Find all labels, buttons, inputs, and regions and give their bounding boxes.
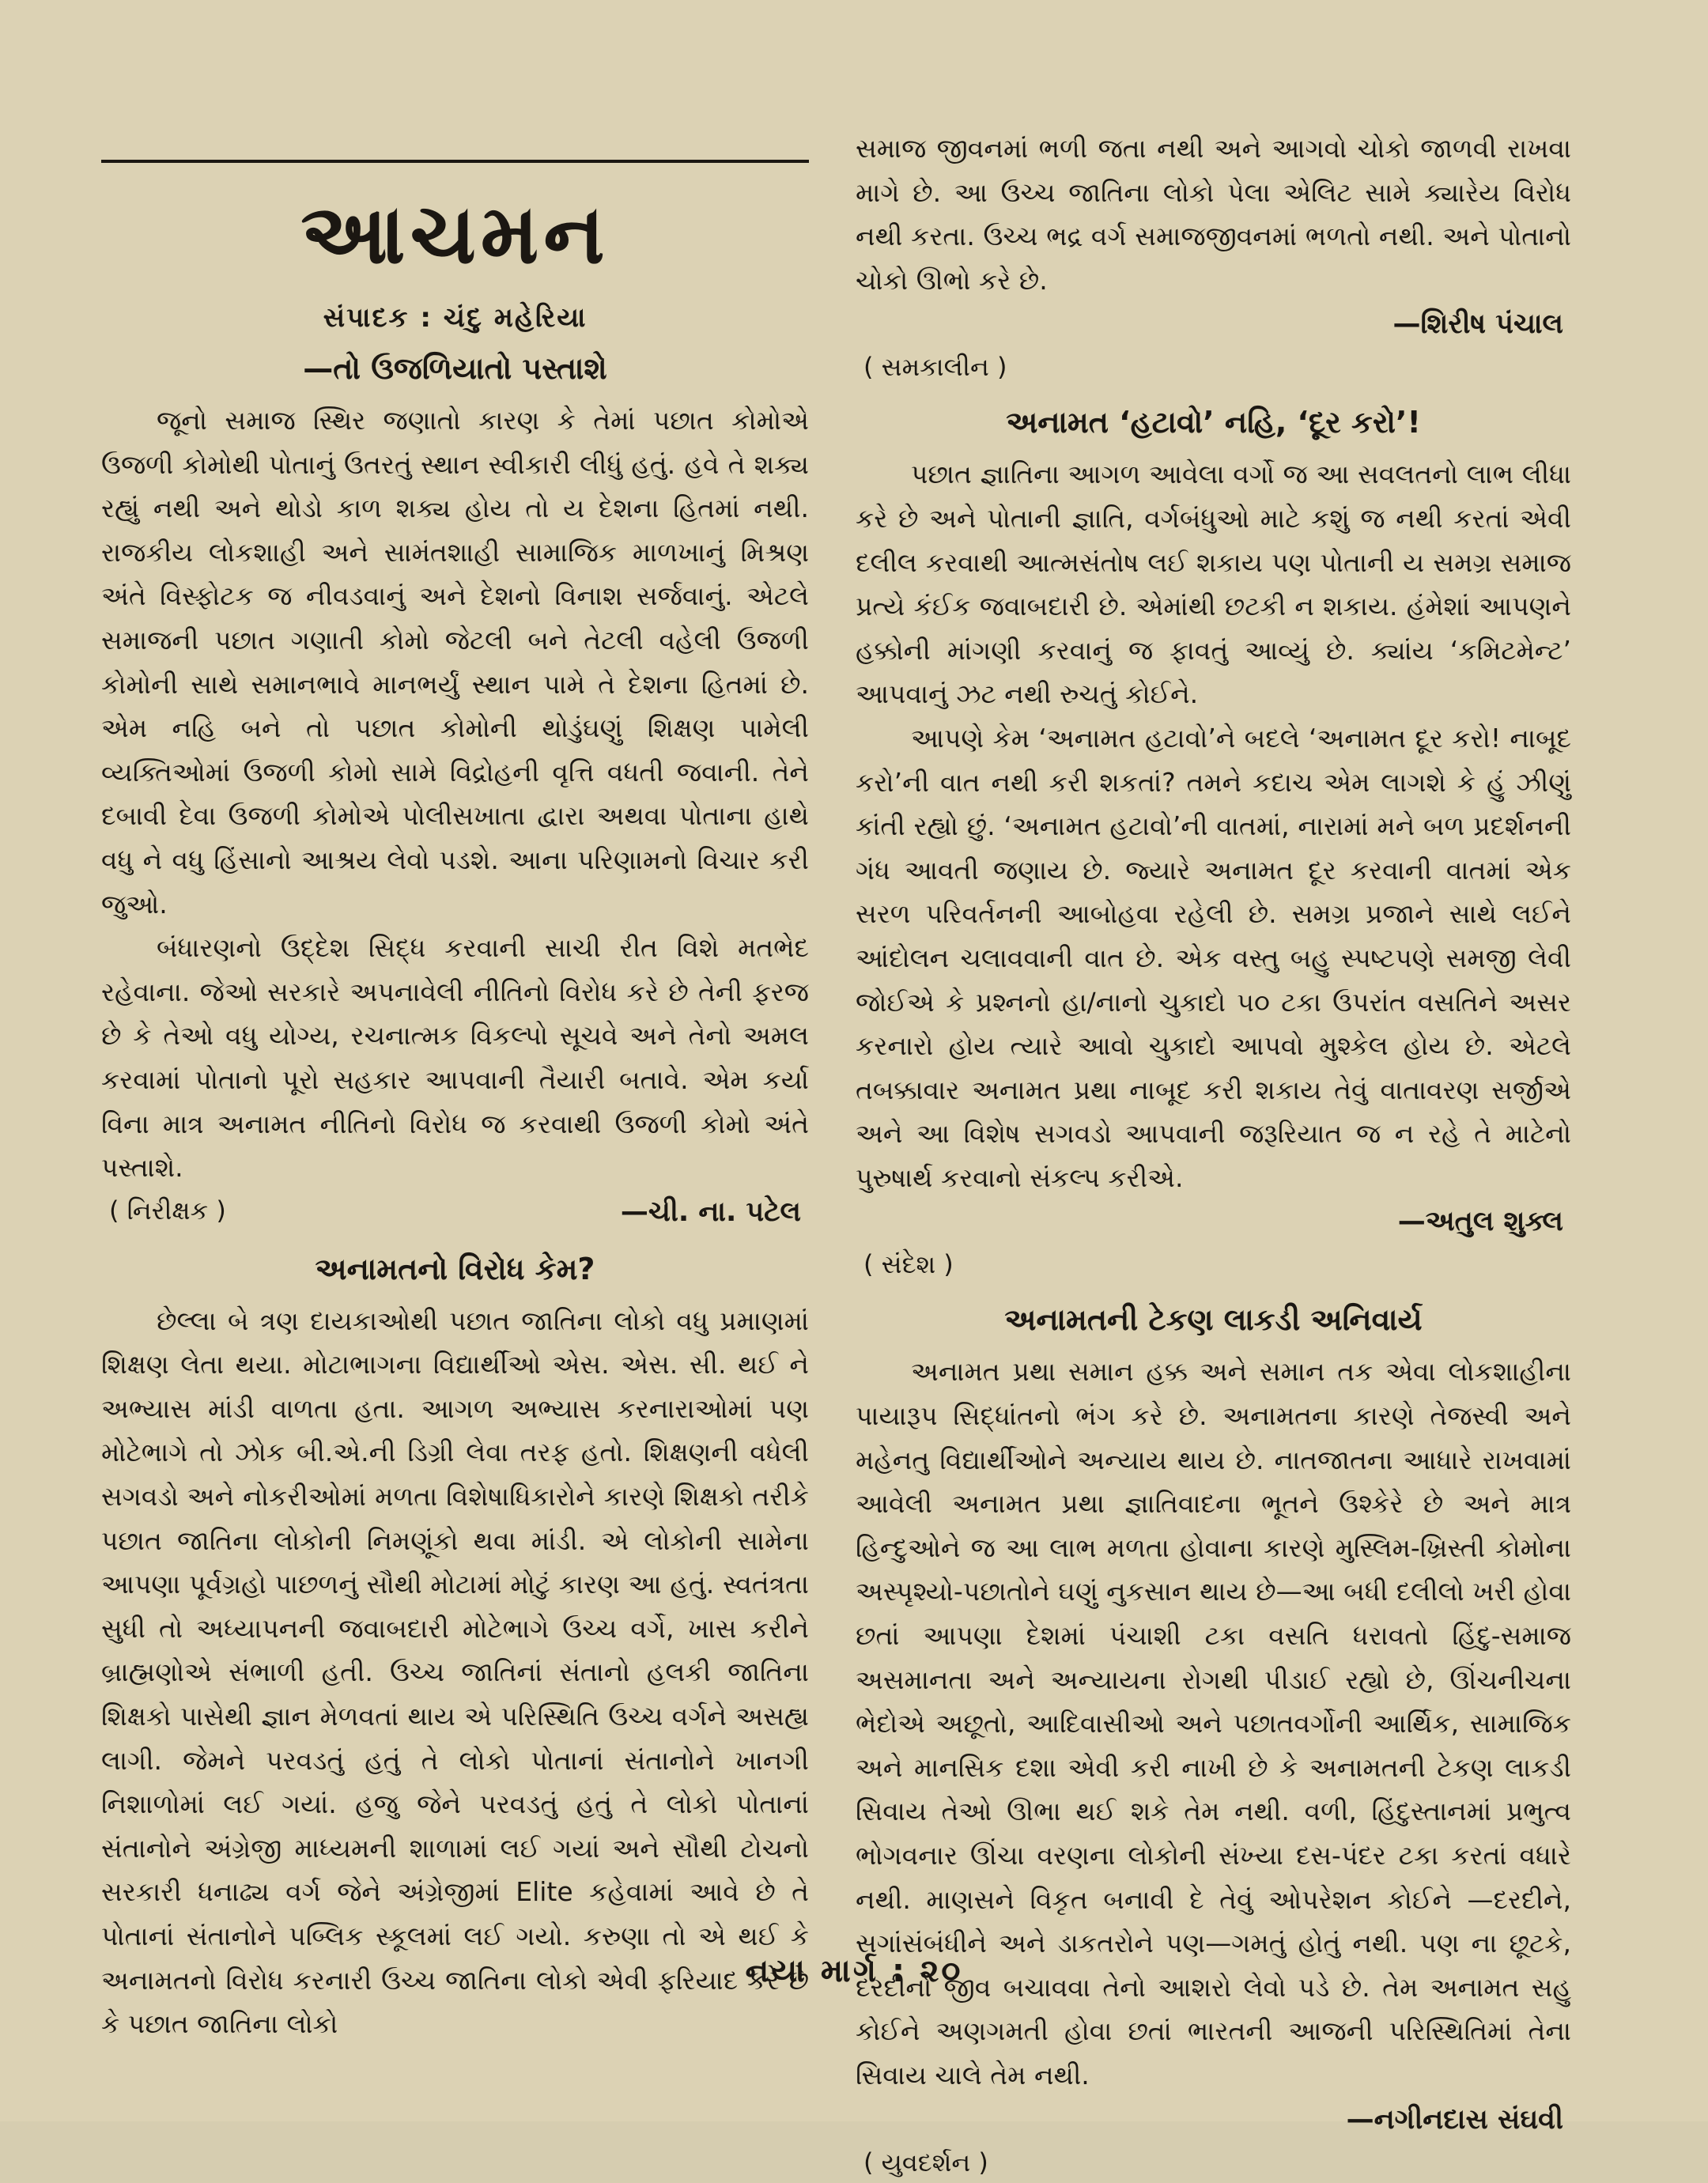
column-masthead: આચમન <box>300 185 610 282</box>
article-1-paragraph-1: જૂનો સમાજ સ્થિર જણાતો કારણ કે તેમાં પછાત કોમોએ ઉજળી કોમોથી પોતાનું ઉતરતું સ્થાન સ્વીકારી લીધું હતું. હવે તે શક્ય રહ્યું નથી અને થોડો કાળ શક્ય હોય તો ય દેશના હિતમાં નથી. રાજકીય લોકશાહી અને સામંતશાહી સામાજિક માળખાનું મિશ્રણ અંતે વિસ્ફોટક જ નીવડવાનું અને દેશનો વિનાશ સર્જવાનું. એટલે સમાજની પછાત ગણાતી કોમો જેટલી બને તેટલી વહેલી ઉજળી કોમોની સાથે સમાનભાવે માનભર્યું સ્થાન પામે તે દેશના હિતમાં છે. એમ નહિ બને તો પછાત કોમોની થોડુંઘણું શિક્ષણ પામેલી વ્યક્તિઓમાં ઉજળી કોમો સામે વિદ્રોહની વૃત્તિ વધતી જવાની. તેને દબાવી દેવા ઉજળી કોમોએ પોલીસખાતા દ્વારા અથવા પોતાના હાથે વધુ ને વધુ હિંસાનો આશ્રય લેવો પડશે. આના પરિણામનો વિચાર કરી જુઓ. <box>101 405 809 920</box>
article-4-source: ( યુવદર્શન ) <box>863 2147 988 2177</box>
article-2-headline: અનામતનો વિરોધ કેમ? <box>315 1251 595 1286</box>
article-4-headline: અનામતની ટેકણ લાકડી અનિવાર્ય <box>1004 1302 1423 1338</box>
article-3-headline: અનામત ‘હટાવો’ નહિ, ‘દૂર કરો’! <box>1006 405 1421 440</box>
article-1 <box>101 346 809 1234</box>
editor-line: સંપાદક : ચંદુ મહેરિયા <box>323 302 588 334</box>
article-4 <box>856 1297 1571 2182</box>
article-1-author: —ચી. ના. પટેલ <box>620 1195 801 1228</box>
left-column <box>101 119 809 2046</box>
article-4-author: —નગીનદાસ સંઘવી <box>1346 2103 1563 2136</box>
article-1-paragraph-2: બંધારણનો ઉદ્દેશ સિદ્ધ કરવાની સાચી રીત વિશે મતભેદ રહેવાના. જેઓ સરકારે અપનાવેલી નીતિનો વિરોધ કરે છે તેની ફરજ છે કે તેઓ વધુ યોગ્ય, રચનાત્મક વિકલ્પો સૂચવે અને તેનો અમલ કરવામાં પોતાનો પૂરો સહકાર આપવાની તૈયારી બતાવે. એમ કર્યા વિના માત્ર અનામત નીતિનો વિરોધ જ કરવાથી ઉજળી કોમો અંતે પસ્તાશે. <box>101 932 809 1184</box>
page-footer: નયા માર્ગ : ૨૦ <box>745 1953 963 1989</box>
article-3-source: ( સંદેશ ) <box>863 1249 954 1280</box>
right-column <box>856 127 1571 2183</box>
article-3 <box>856 400 1571 1285</box>
article-3-paragraph-2: આપણે કેમ ‘અનામત હટાવો’ને બદલે ‘અનામત દૂર કરો! નાબૂદ કરો’ની વાત નથી કરી શકતાં? તમને કદાચ એમ લાગશે કે હું ઝીણું કાંતી રહ્યો છું. ‘અનામત હટાવો’ની વાતમાં, નારામાં મને બળ પ્રદર્શનની ગંધ આવતી જણાય છે. જ્યારે અનામત દૂર કરવાની વાતમાં એક સરળ પરિવર્તનની આબોહવા રહેલી છે. સમગ્ર પ્રજાને સાથે લઈને આંદોલન ચલાવવાની વાત છે. એક વસ્તુ બહુ સ્પષ્ટપણે સમજી લેવી જોઈએ કે પ્રશ્નનો હા/નાનો ચુકાદો ૫૦ ટકા ઉપરાંત વસતિને અસર કરનારો હોય ત્યારે આવો ચુકાદો આપવો મુશ્કેલ હોય છે. એટલે તબક્કાવાર અનામત પ્રથા નાબૂદ કરી શકાય તેવું વાતાવરણ સર્જીએ અને આ વિશેષ સગવડો આપવાની જરૂરિયાત જ ન રહે તે માટેનો પુરુષાર્થ કરવાનો સંકલ્પ કરીએ. <box>856 722 1571 1193</box>
top-rule <box>101 160 809 163</box>
article-3-paragraph-1: પછાત જ્ઞાતિના આગળ આવેલા વર્ગો જ આ સવલતનો લાભ લીધા કરે છે અને પોતાની જ્ઞાતિ, વર્ગબંધુઓ માટે કશું જ નથી કરતાં એવી દલીલ કરવાથી આત્મસંતોષ લઈ શકાય પણ પોતાની ય સમગ્ર સમાજ પ્રત્યે કંઈક જવાબદારી છે. એમાંથી છટકી ન શકાય. હંમેશાં આપણને હક્કોની માંગણી કરવાનું જ ફાવતું આવ્યું છે. ક્યાંય ‘કમિટમેન્ટ’ આપવાનું ઝટ નથી રુચતું કોઈને. <box>856 459 1571 710</box>
article-1-credit <box>101 1190 809 1234</box>
article-2-paragraph-1: છેલ્લા બે ત્રણ દાયકાઓથી પછાત જાતિના લોકો વધુ પ્રમાણમાં શિક્ષણ લેતા થયા. મોટાભાગના વિદ્યાર્થીઓ એસ. એસ. સી. થઈ ને અભ્યાસ માંડી વાળતા હતા. આગળ અભ્યાસ કરનારાઓમાં પણ મોટેભાગે તો ઝોક બી.એ.ની ડિગ્રી લેવા તરફ હતો. શિક્ષણની વધેલી સગવડો અને નોકરીઓમાં મળતા વિશેષાધિકારોને કારણે શિક્ષકો તરીકે પછાત જાતિના લોકોની નિમણૂંકો થવા માંડી. એ લોકોની સામેના આપણા પૂર્વગ્રહો પાછળનું સૌથી મોટામાં મોટું કારણ આ હતું. સ્વતંત્રતા સુધી તો અધ્યાપનની જવાબદારી મોટેભાગે ઉચ્ચ વર્ગે, ખાસ કરીને બ્રાહ્મણોએ સંભાળી હતી. ઉચ્ચ જાતિનાં સંતાનો હલકી જાતિના શિક્ષકો પાસેથી જ્ઞાન મેળવતાં થાય એ પરિસ્થિતિ ઉચ્ચ વર્ગને અસહ્ય લાગી. જેમને પરવડતું હતું તે લોકો પોતાનાં સંતાનોને ખાનગી નિશાળોમાં લઈ ગયાં. હજુ જેને પરવડતું હતું તે લોકો પોતાનાં સંતાનોને અંગ્રેજી માધ્યમની શાળામાં લઈ ગયાં અને સૌથી ટોચનો સરકારી ધનાઢ્ય વર્ગ જેને અંગ્રેજીમાં Elite કહેવામાં આવે છે તે પોતાનાં સંતાનોને પબ્લિક સ્કૂલમાં લઈ ગયો. કરુણા તો એ થઈ કે અનામતનો વિરોધ કરનારી ઉચ્ચ જાતિના લોકો એવી ફરિયાદ કરે છે કે પછાત જાતિના લોકો <box>101 1305 809 2040</box>
article-2-author: —શિરીષ પંચાલ <box>1392 308 1563 341</box>
article-2-continuation: સમાજ જીવનમાં ભળી જતા નથી અને આગવો ચોકો જાળવી રાખવા માગે છે. આ ઉચ્ચ જાતિના લોકો પેલા એલિટ સામે ક્યારેય વિરોધ નથી કરતા. ઉચ્ચ ભદ્ર વર્ગ સમાજજીવનમાં ભળતો નથી. અને પોતાનો ચોકો ઊભો કરે છે. <box>856 133 1571 296</box>
article-4-paragraph-1: અનામત પ્રથા સમાન હક્ક અને સમાન તક એવા લોકશાહીના પાયારૂપ સિદ્ધાંતનો ભંગ કરે છે. અનામતના કારણે તેજસ્વી અને મહેનતુ વિદ્યાર્થીઓને અન્યાય થાય છે. નાતજાતના આધારે રાખવામાં આવેલી અનામત પ્રથા જ્ઞાતિવાદના ભૂતને ઉશ્કેરે છે અને માત્ર હિન્દુઓને જ આ લાભ મળતા હોવાના કારણે મુસ્લિમ-ખ્રિસ્તી કોમોના અસ્પૃશ્યો-પછાતોને ઘણું નુકસાન થાય છે—આ બધી દલીલો ખરી હોવા છતાં આપણા દેશમાં પંચાશી ટકા વસતિ ધરાવતો હિંદુ-સમાજ અસમાનતા અને અન્યાયના રોગથી પીડાઈ રહ્યો છે, ઊંચનીચના ભેદોએ અછૂતો, આદિવાસીઓ અને પછાતવર્ગોની આર્થિક, સામાજિક અને માનસિક દશા એવી કરી નાખી છે કે અનામતની ટેકણ લાકડી સિવાય તેઓ ઊભા થઈ શકે તેમ નથી. વળી, હિંદુસ્તાનમાં પ્રભુત્વ ભોગવનાર ઊંચા વરણના લોકોની સંખ્યા દસ-પંદર ટકા કરતાં વધારે નથી. માણસને વિકૃત બનાવી દે તેવું ઓપરેશન કોઈને —દરદીને, સગાંસંબંધીને અને ડાકતરોને પણ—ગમતું હોતું નથી. પણ ના છૂટકે, દરદીનો જીવ બચાવવા તેનો આશરો લેવો પડે છે. તેમ અનામત સહુ કોઈને અણગમતી હોવા છતાં ભારતની આજની પરિસ્થિતિમાં તેના સિવાય ચાલે તેમ નથી. <box>856 1356 1571 2090</box>
article-3-author: —અતુલ શુક્લ <box>1397 1206 1563 1238</box>
article-2-source: ( સમકાલીન ) <box>863 352 1007 383</box>
article-2 <box>101 1247 809 2046</box>
article-1-source: ( નિરીક્ષક ) <box>109 1195 226 1226</box>
article-1-headline: —તો ઉજળિયાતો પસ્તાશે <box>303 351 607 386</box>
article-2-continued <box>856 127 1571 387</box>
